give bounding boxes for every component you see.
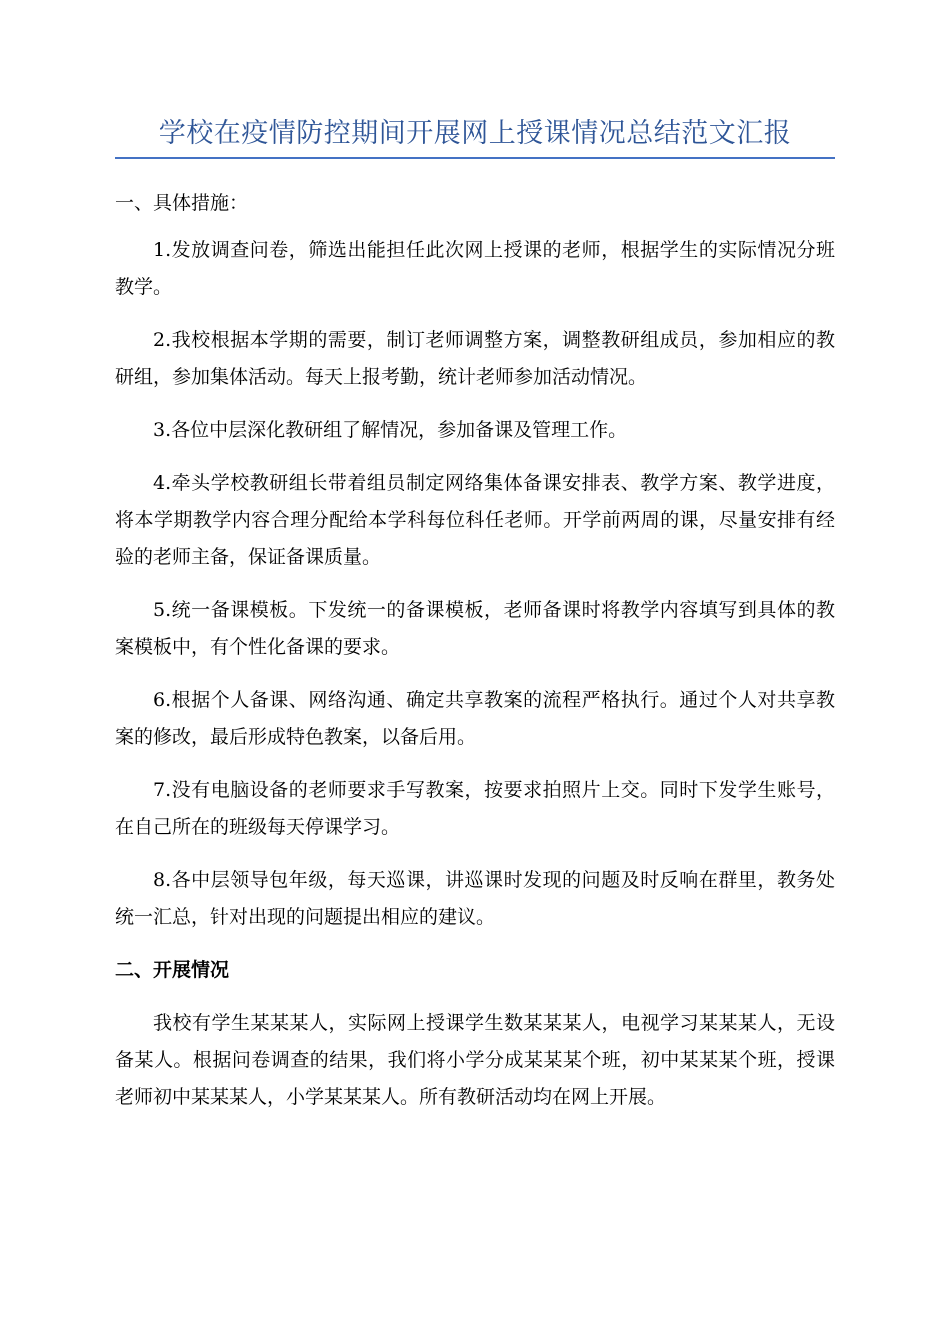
measure-item-8: 8.各中层领导包年级，每天巡课，讲巡课时发现的问题及时反响在群里，教务处统一汇总，针对出现的问题提出相应的建议。 [115,869,835,928]
measure-item-2: 2.我校根据本学期的需要，制订老师调整方案，调整教研组成员，参加相应的教研组，参加集体活动。每天上报考勤，统计老师参加活动情况。 [115,329,835,388]
measure-item-1: 1.发放调查问卷，筛选出能担任此次网上授课的老师，根据学生的实际情况分班教学。 [115,239,835,298]
measure-item-6: 6.根据个人备课、网络沟通、确定共享教案的流程严格执行。通过个人对共享教案的修改，最后形成特色教案，以备后用。 [115,689,835,748]
measure-item-4: 4.牵头学校教研组长带着组员制定网络集体备课安排表、教学方案、教学进度，将本学期教学内容合理分配给本学科每位科任老师。开学前两周的课，尽量安排有经验的老师主备，保证备课质量。 [115,472,835,568]
section-heading-progress: 二、开展情况 [115,959,230,981]
measure-item-7: 7.没有电脑设备的老师要求手写教案，按要求拍照片上交。同时下发学生账号，在自己所在的班级每天停课学习。 [115,779,835,838]
title-underline [115,157,835,159]
document-title: 学校在疫情防控期间开展网上授课情况总结范文汇报 [158,118,792,149]
progress-paragraph: 我校有学生某某某人，实际网上授课学生数某某某人，电视学习某某某人，无设备某人。根据问卷调查的结果，我们将小学分成某某某个班，初中某某某个班，授课老师初中某某某人，小学某某某人。所有教研活动均在网上开展。 [115,1012,835,1108]
document-page [115,0,835,1116]
measure-item-3: 3.各位中层深化教研组了解情况，参加备课及管理工作。 [153,419,628,441]
measure-item-5: 5.统一备课模板。下发统一的备课模板，老师备课时将教学内容填写到具体的教案模板中，有个性化备课的要求。 [115,599,835,658]
section-heading-measures: 一、具体措施： [115,192,249,214]
